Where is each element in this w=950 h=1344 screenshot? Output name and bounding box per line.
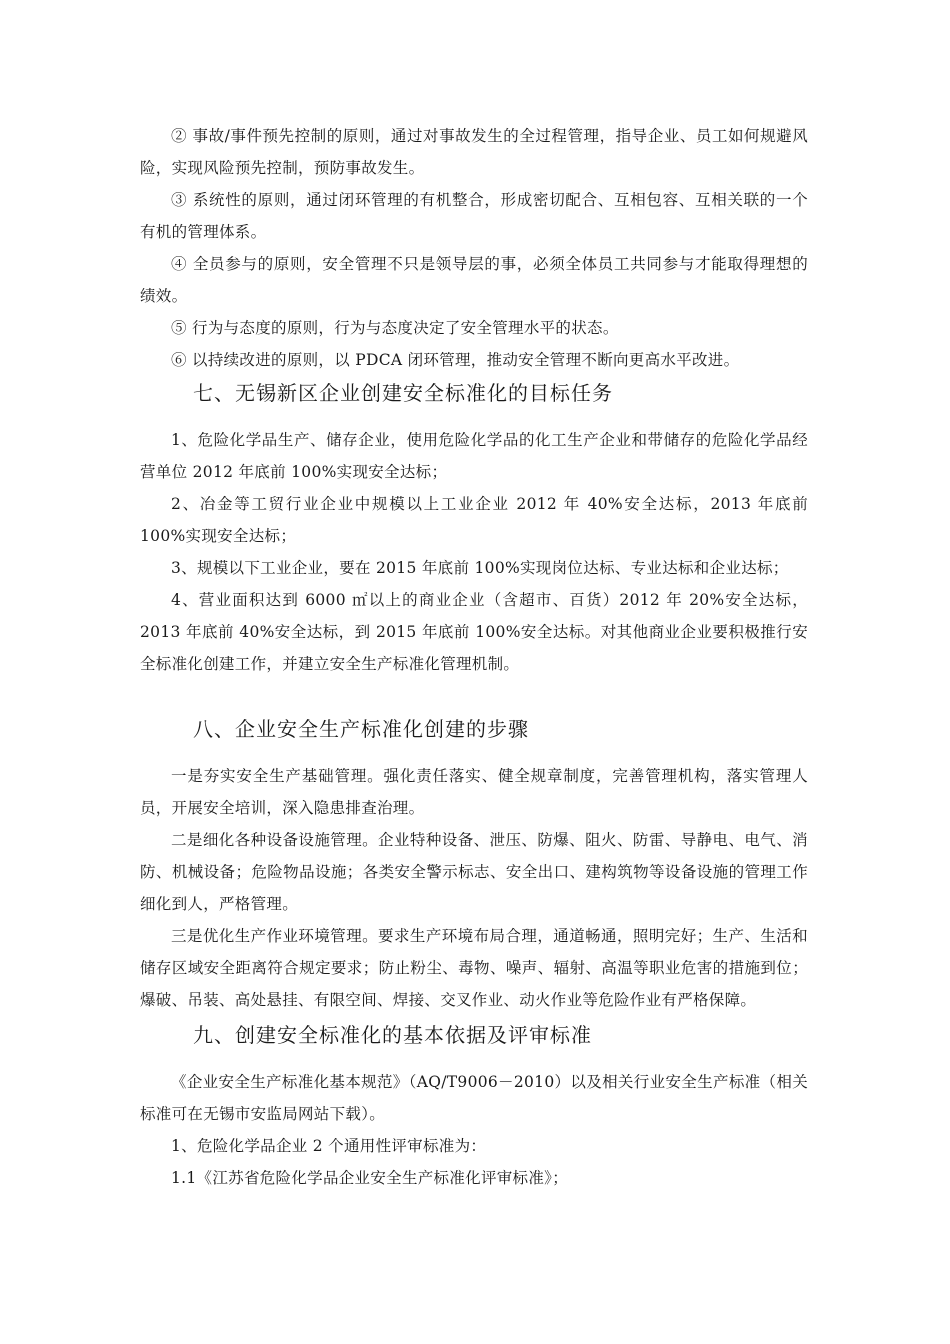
section-9-paragraph: 1.1《江苏省危险化学品企业安全生产标准化评审标准》； (171, 1169, 569, 1187)
section-8-paragraph: 一是夯实安全生产基础管理。强化责任落实、健全规章制度，完善管理机构，落实管理人员，开展安全培训，深入隐患排查治理。 (140, 767, 808, 817)
section-7-heading: 七、无锡新区企业创建安全标准化的目标任务 (193, 381, 613, 405)
section-8-heading: 八、企业安全生产标准化创建的步骤 (193, 717, 529, 741)
section-9-paragraph: 1、危险化学品企业 2 个通用性评审标准为： (171, 1137, 487, 1155)
principle-3-paragraph: ③ 系统性的原则，通过闭环管理的有机整合，形成密切配合、互相包容、互相关联的一个有机的管理体系。 (140, 191, 808, 241)
document-body (140, 120, 808, 1194)
principle-2-paragraph: ② 事故/事件预先控制的原则，通过对事故发生的全过程管理，指导企业、员工如何规避风险，实现风险预先控制，预防事故发生。 (140, 127, 808, 177)
section-8-paragraph: 三是优化生产作业环境管理。要求生产环境布局合理，通道畅通，照明完好；生产、生活和储存区域安全距离符合规定要求；防止粉尘、毒物、噪声、辐射、高温等职业危害的措施到位；爆破、吊装、高处悬挂、有限空间、焊接、交叉作业、动火作业等危险作业有严格保障。 (140, 927, 808, 1009)
principle-6-paragraph: ⑥ 以持续改进的原则，以 PDCA 闭环管理，推动安全管理不断向更高水平改进。 (171, 351, 740, 369)
principle-5-paragraph: ⑤ 行为与态度的原则，行为与态度决定了安全管理水平的状态。 (171, 319, 619, 337)
section-8-paragraph: 二是细化各种设备设施管理。企业特种设备、泄压、防爆、阻火、防雷、导静电、电气、消防、机械设备；危险物品设施；各类安全警示标志、安全出口、建构筑物等设备设施的管理工作细化到人，严格管理。 (140, 831, 808, 913)
section-9-paragraph: 《企业安全生产标准化基本规范》（AQ/T9006－2010）以及相关行业安全生产标准（相关标准可在无锡市安监局网站下载）。 (140, 1073, 808, 1123)
section-7-paragraph: 1、危险化学品生产、储存企业，使用危险化学品的化工生产企业和带储存的危险化学品经营单位 2012 年底前 100%实现安全达标； (140, 431, 808, 481)
section-7-paragraph: 2、冶金等工贸行业企业中规模以上工业企业 2012 年 40%安全达标，2013 年底前 100%实现安全达标； (140, 495, 808, 545)
section-7-paragraph: 4、营业面积达到 6000 ㎡以上的商业企业（含超市、百货）2012 年 20%安全达标，2013 年底前 40%安全达标，到 2015 年底前 100%安全达标。对其他商业企业要积极推行安全标准化创建工作，并建立安全生产标准化管理机制。 (140, 591, 808, 673)
principle-4-paragraph: ④ 全员参与的原则，安全管理不只是领导层的事，必须全体员工共同参与才能取得理想的绩效。 (140, 255, 808, 305)
section-9-heading: 九、创建安全标准化的基本依据及评审标准 (193, 1023, 592, 1047)
section-7-paragraph: 3、规模以下工业企业，要在 2015 年底前 100%实现岗位达标、专业达标和企业达标； (171, 559, 789, 577)
